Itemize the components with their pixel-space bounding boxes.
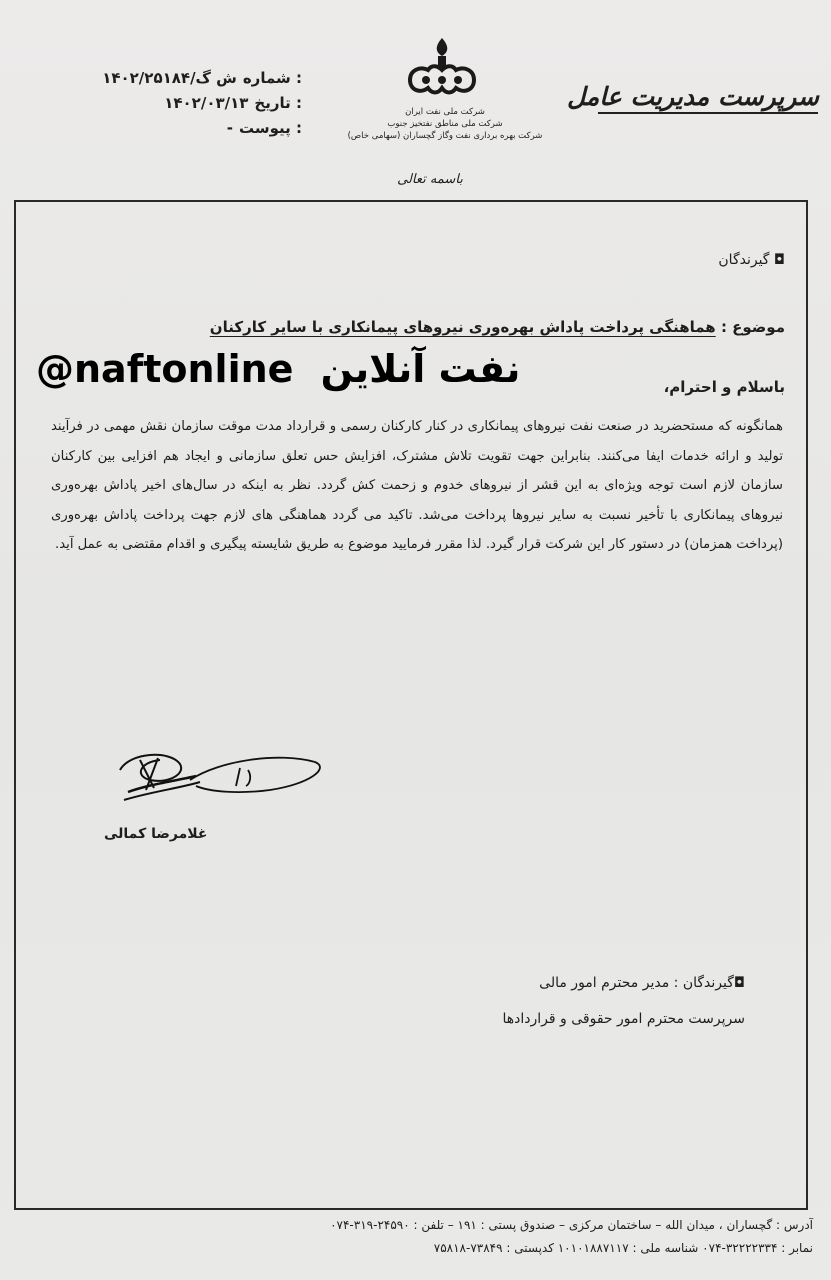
- cc-label: گیرندگان :: [673, 975, 734, 991]
- cc-block: [502, 965, 745, 1037]
- letter-footer: [93, 1214, 813, 1260]
- company-line: شرکت ملی مناطق نفتخیز جنوب: [387, 119, 503, 129]
- bullet-icon: ◘: [733, 975, 745, 991]
- footer-fax: نمابر : ۳۲۲۲۲۳۳۴-۰۷۴ شناسه ملی : ۱۰۱۰۱۸۸۷۱۱۷ کدپستی : ۷۳۸۴۹-۷۵۸۱۸: [433, 1241, 813, 1255]
- reference-attachment-row: [82, 116, 302, 141]
- letter-body: [51, 412, 783, 560]
- watermark: [36, 347, 596, 407]
- reference-attachment-value: -: [226, 119, 233, 137]
- office-title-underline: [598, 112, 818, 114]
- letter-body-paragraph: همانگونه که مستحضرید در صنعت نفت نیروهای پیمانکاری در کنار کارکنان رسمی و قرارداد مدت موقت سازمان نقش مهمی در فرآیند تولید و ارائه خدمات ایفا می‌کنند. بنابراین جهت تقویت تلاش مشترک، افزایش حس تعلق سازمانی و ایجاد هم افزایی بین کارکنان سازمان لازم است توجه ویژه‌ای به این قشر از نیروهای خدوم و زحمت کش گردد. نظر به اینکه در سال‌های اخیر پاداش بهره‌وری نیروهای پیمانکاری با تأخیر نسبت به سایر نیروها پرداخت می‌شد. تاکید می گردد هماهنگی های لازم جهت پرداخت پاداش بهره‌وری (پرداخت همزمان) در دستور کار این شرکت قرار گیرد. لذا مقرر فرمایید موضوع به طریق شایسته پیگیری و اقدام مقتضی به عمل آید.: [51, 419, 783, 552]
- recipients-label: ◘ گیرندگان: [718, 252, 785, 268]
- watermark-name: نفت آنلاین: [320, 347, 521, 391]
- letter-subject: [210, 318, 785, 336]
- reference-date-value: ۱۴۰۲/۰۳/۱۳: [164, 94, 249, 112]
- company-line: شرکت بهره برداری نفت وگاز گچساران (سهامی خاص): [347, 131, 543, 141]
- subject-label: موضوع :: [720, 318, 785, 336]
- reference-number-row: [82, 66, 302, 91]
- greeting: باسلام و احترام،: [663, 378, 785, 396]
- office-title: سرپرست مدیریت عامل: [566, 82, 819, 111]
- subject-text: هماهنگی پرداخت پاداش بهره‌وری نیروهای پیمانکاری با سایر کارکنان: [209, 318, 716, 336]
- watermark-handle: @naftonline: [36, 347, 294, 391]
- cc-row: [502, 965, 745, 1001]
- nioc-flame-logo-icon: [402, 36, 482, 106]
- reference-number-value: ۱۴۰۲/۲۵۱۸۴/ش گ: [102, 69, 237, 87]
- reference-date-row: [82, 91, 302, 116]
- company-lines: [325, 106, 565, 142]
- reference-number-label: شماره :: [242, 69, 302, 87]
- bullet-icon: ◘: [769, 252, 785, 268]
- handwritten-signature: [110, 740, 330, 820]
- footer-address: آدرس : گچساران ، میدان الله – ساختمان مرکزی – صندوق پستی : ۱۹۱ – تلفن : ۲۴۵۹۰-۳۱۹-۰۷۴: [330, 1218, 813, 1232]
- reference-attachment-label: پیوست :: [238, 119, 302, 137]
- cc-recipient: مدیر محترم امور مالی: [539, 975, 670, 991]
- signer-name: غلامرضا کمالی: [104, 826, 208, 842]
- cc-recipient: سرپرست محترم امور حقوقی و قراردادها: [502, 1011, 745, 1027]
- company-line: شرکت ملی نفت ایران: [405, 107, 485, 117]
- reference-block: [82, 66, 302, 141]
- basmala: باسمه تعالی: [397, 172, 463, 187]
- reference-date-label: تاریخ :: [254, 94, 302, 112]
